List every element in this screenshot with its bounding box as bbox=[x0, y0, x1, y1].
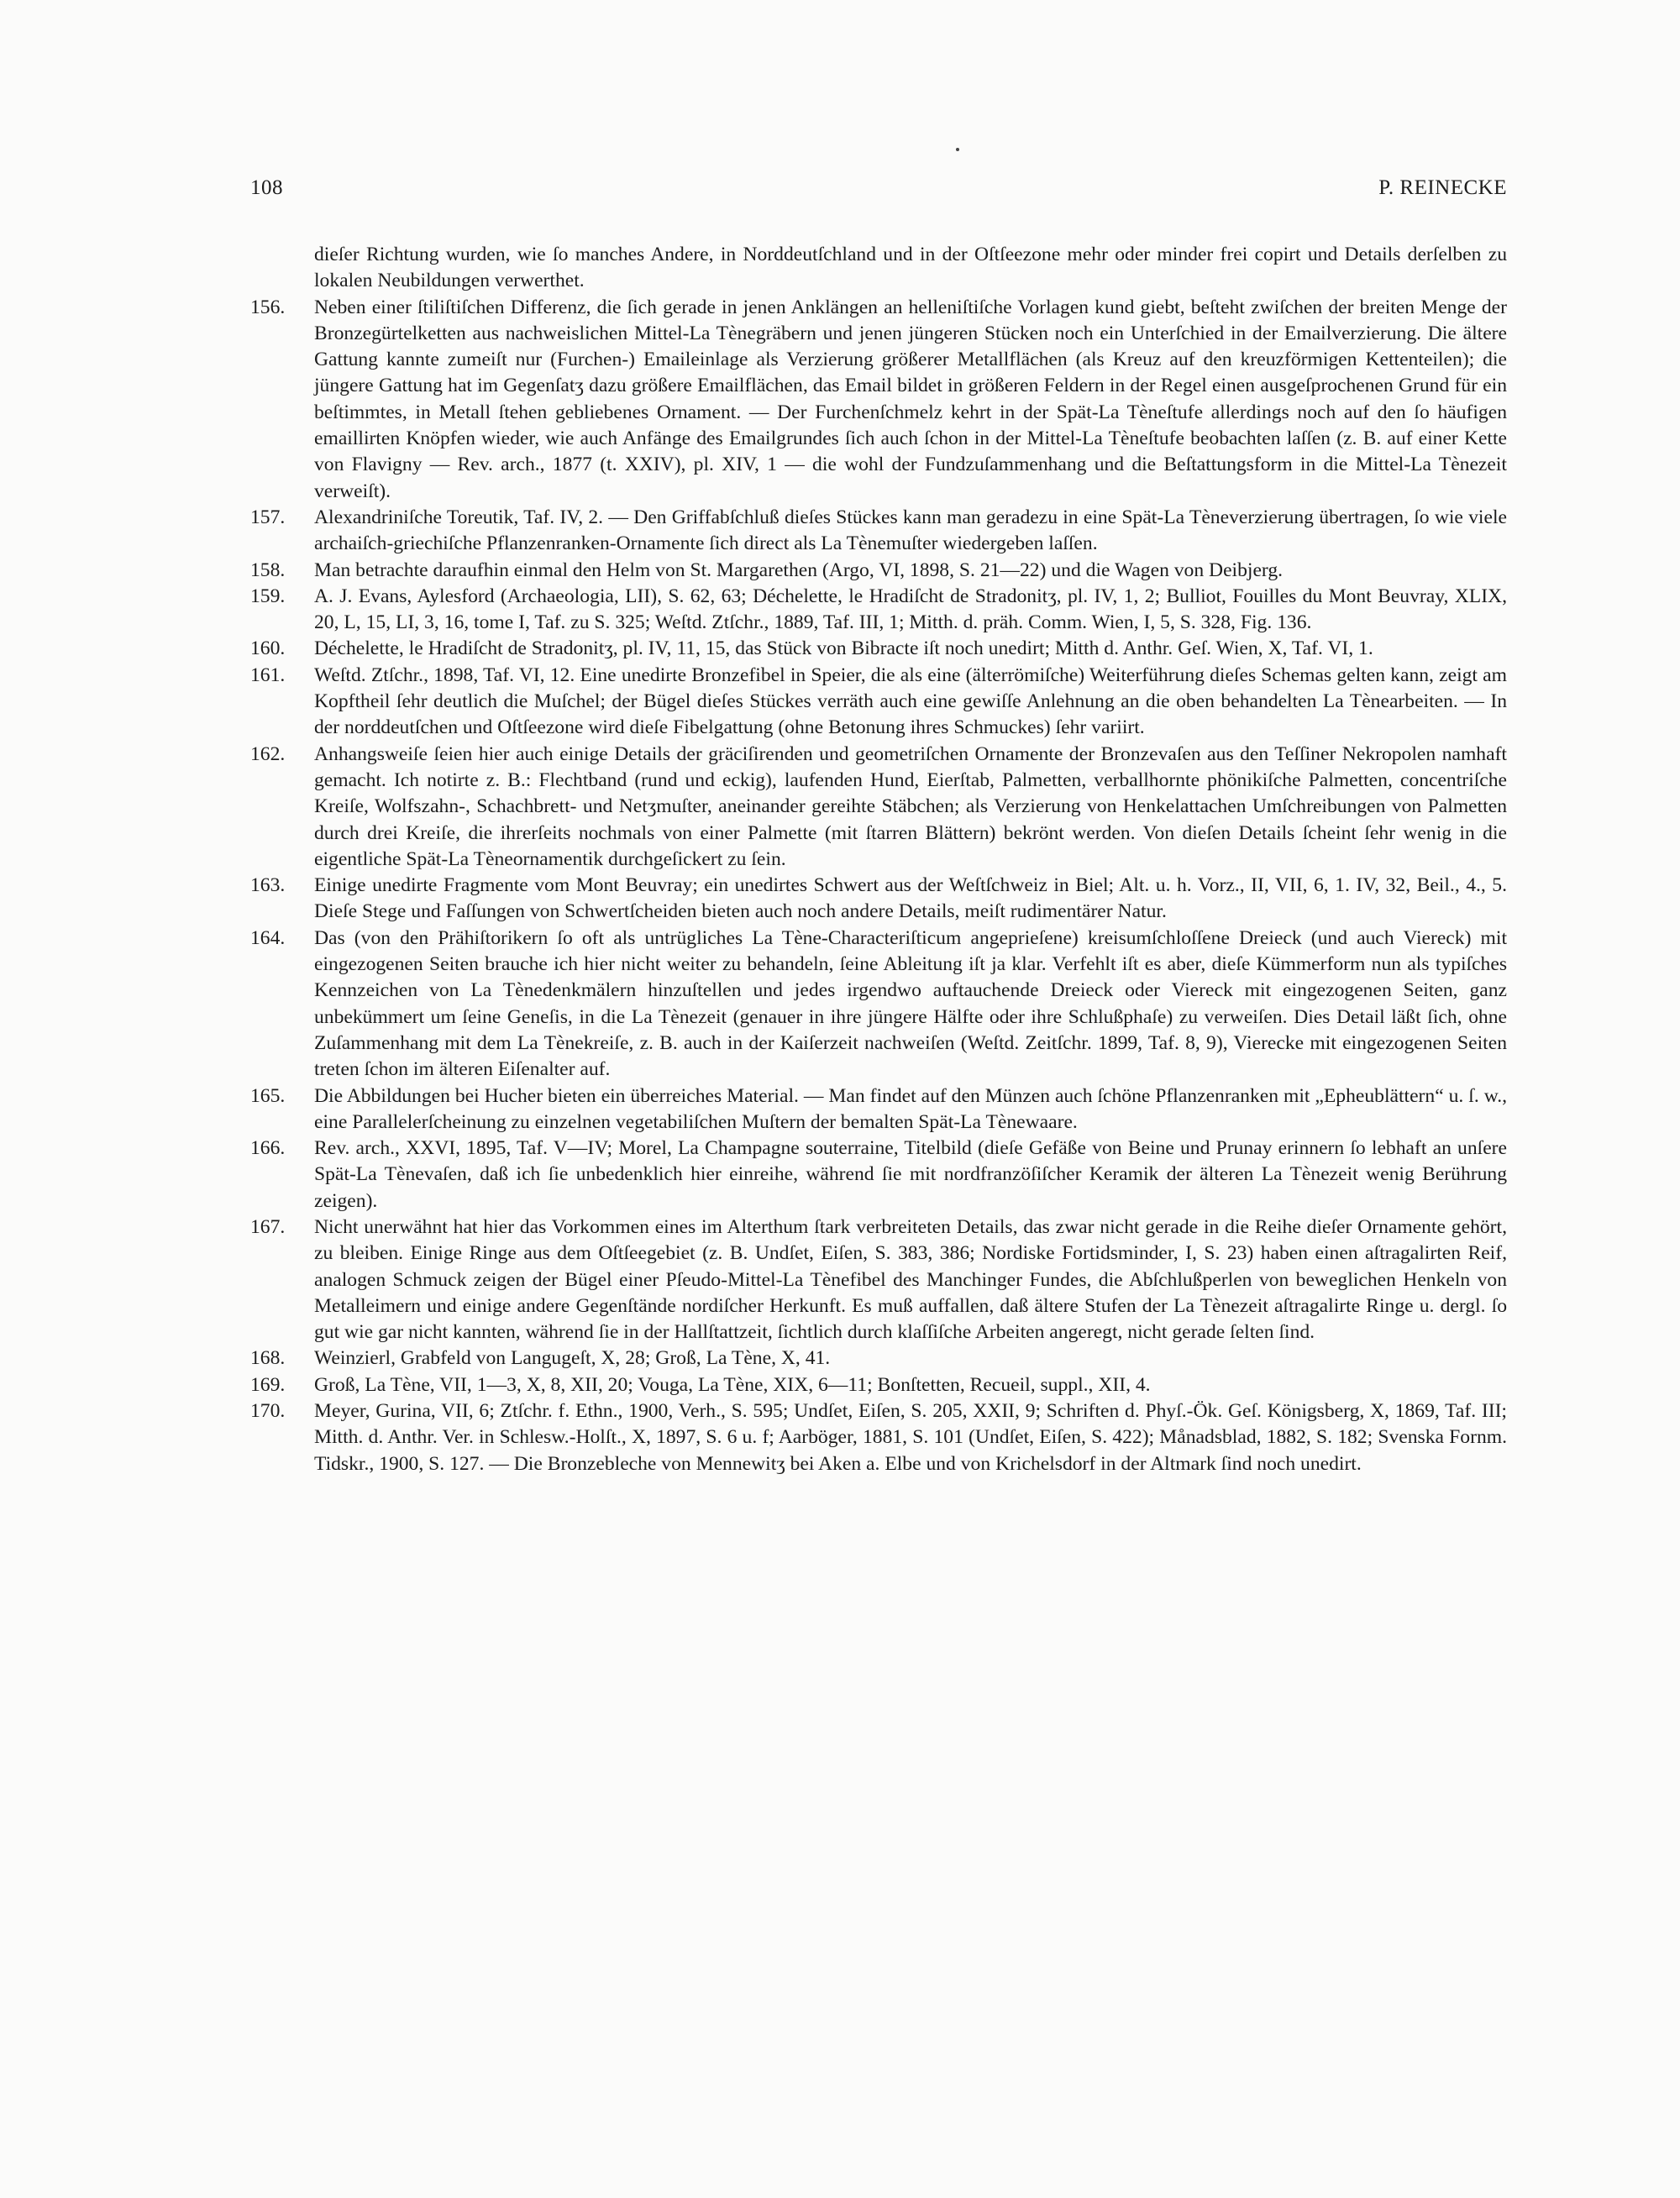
footnote-text: Groß, La Tène, VII, 1—3, X, 8, XII, 20; Vouga, La Tène, XIX, 6—11; Bonſtetten, Recueil, suppl., XII, 4. bbox=[314, 1373, 1151, 1396]
footnote-text: A. J. Evans, Aylesford (Archaeologia, LII), S. 62, 63; Déchelette, le Hradiſcht de Stradonitʒ, pl. IV, 1, 2; Bulliot, Fouilles du Mont Beuvray, XLIX, 20, L, 15, LI, 3, 16, tome I, Taf. zu S. 325; Weſtd. Ztſchr., 1889, Taf. III, 1; Mitth. d. präh. Comm. Wien, I, 5, S. 328, Fig. 136. bbox=[314, 585, 1507, 634]
page-header bbox=[250, 176, 1507, 200]
footnote-text: Alexandriniſche Toreutik, Taf. IV, 2. — Den Griffabſchluß dieſes Stückes kann man geradezu in eine Spät-La Tèneverzierung übertragen, ſo wie viele archaiſch-griechiſche Pflanzenranken-Ornamente ſich direct als La Tènemuſter wiedergeben laſſen. bbox=[314, 506, 1507, 555]
footnote-163 bbox=[250, 873, 1507, 926]
footnote-number: 161. bbox=[250, 664, 286, 686]
footnote-text: Neben einer ſtiliſtiſchen Differenz, die ſich gerade in jenen Anklängen an helleniſtiſche Vorlagen kund giebt, beſteht zwiſchen der breiten Menge der Bronzegürtelketten aus nachweislichen Mittel-La Tènegräbern und jenen jüngeren Stücken noch ein Unterſchied in der Emailverzierung. Die ältere Gattung kannte zumeiſt nur (Furchen-) Emaileinlage als Verzierung größerer Metallflächen (als Kreuz auf den kreuzförmigen Kettenteilen); die jüngere Gattung hat im Gegenſatʒ dazu größere Emailflächen, das Email bildet in größeren Feldern in der Regel einen ausgeſprochenen Grund für ein beſtimmtes, in Metall ſtehen gebliebenes Ornament. — Der Furchenſchmelz kehrt in der Spät-La Tèneſtufe allerdings noch auf den ſo häufigen emaillirten Knöpfen wieder, wie auch Anfänge des Emailgrundes ſich auch ſchon in der Mittel-La Tèneſtufe beobachten laſſen (z. B. auf einer Kette von Flavigny — Rev. arch., 1877 (t. XXIV), pl. XIV, 1 — die wohl der Fundzuſammenhang und die Beſtattungsform in die Mittel-La Tènezeit verweiſt). bbox=[314, 296, 1507, 502]
footnote-text: Déchelette, le Hradiſcht de Stradonitʒ, pl. IV, 11, 15, das Stück von Bibracte iſt noch unedirt; Mitth d. Anthr. Geſ. Wien, X, Taf. VI, 1. bbox=[314, 637, 1373, 660]
footnote-number: 164. bbox=[250, 926, 286, 949]
page-number: 108 bbox=[250, 176, 283, 199]
running-head: P. REINECKE bbox=[1378, 176, 1507, 199]
footnote-number: 170. bbox=[250, 1400, 286, 1423]
footnote-168 bbox=[250, 1346, 1507, 1372]
footnote-text: Weinzierl, Grabfeld von Langugeſt, X, 28; Groß, La Tène, X, 41. bbox=[314, 1347, 831, 1370]
footnote-159 bbox=[250, 584, 1507, 637]
footnote-170 bbox=[250, 1398, 1507, 1477]
footnote-text: Rev. arch., XXVI, 1895, Taf. V—IV; Morel, La Champagne souterraine, Titelbild (dieſe Gefäße von Beine und Prunay erinnern ſo lebhaft an unſere Spät-La Tènevaſen, daß ich ſie unbedenklich hier einreihe, während ſie mit nordfranzöſiſcher Keramik der älteren La Tènezeit wenig Berührung zeigen). bbox=[314, 1137, 1507, 1212]
footnotes-body bbox=[250, 242, 1507, 1477]
footnote-number: 168. bbox=[250, 1347, 286, 1370]
footnote-text: Einige unedirte Fragmente vom Mont Beuvray; ein unedirtes Schwert aus der Weſtſchweiz in Biel; Alt. u. h. Vorz., II, VII, 6, 1. IV, 32, Beil., 4., 5. Dieſe Stege und Faſſungen von Schwertſcheiden bieten auch noch andere Details, meiſt rudimentärer Natur. bbox=[314, 874, 1507, 923]
footnote-text: Meyer, Gurina, VII, 6; Ztſchr. f. Ethn., 1900, Verh., S. 595; Undſet, Eiſen, S. 205, XXII, 9; Schriften d. Phyſ.-Ök. Geſ. Königsberg, X, 1869, Taf. III; Mitth. d. Anthr. Ver. in Schlesw.-Holſt., X, 1897, S. 6 u. f; Aarböger, 1881, S. 101 (Undſet, Eiſen, S. 422); Månadsblad, 1882, S. 182; Svenska Fornm. Tidskr., 1900, S. 127. — Die Bronzebleche von Mennewitʒ bei Aken a. Elbe und von Krichelsdorf in der Altmark ſind noch unedirt. bbox=[314, 1400, 1507, 1475]
footnote-165 bbox=[250, 1083, 1507, 1136]
footnote-text: Weſtd. Ztſchr., 1898, Taf. VI, 12. Eine unedirte Bronzefibel in Speier, die als eine (älterrömiſche) Weiterführung dieſes Schemas gelten kann, zeigt am Kopftheil ſehr deutlich die Muſchel; der Bügel dieſes Stückes verräth auch eine gewiſſe Anlehnung an die oben behandelten La Tènearbeiten. — In der norddeutſchen und Oſtſeezone wird dieſe Fibelgattung (ohne Betonung ihres Schmuckes) ſehr variirt. bbox=[314, 664, 1507, 739]
footnote-156 bbox=[250, 295, 1507, 505]
footnote-157 bbox=[250, 505, 1507, 558]
footnote-text: Das (von den Prähiſtorikern ſo oft als untrügliches La Tène-Characteriſticum angeprieſene) kreisumſchloſſene Dreieck (und auch Viereck) mit eingezogenen Seiten brauche ich hier nicht weiter zu behandeln, ſeine Ableitung iſt ja klar. Verfehlt iſt es aber, dieſe Kümmerform nun als typiſches Kennzeichen von La Tènedenkmälern hinzuſtellen und jedes irgendwo auftauchende Dreieck oder Viereck mit eingezogenen Seiten, ganz unbekümmert um ſeine Geneſis, in die La Tènezeit (genauer in ihre jüngere Hälfte oder ihre Schlußphaſe) zu verweiſen. Dies Detail läßt ſich, ohne Zuſammenhang mit dem La Tènekreiſe, z. B. auch in der Kaiſerzeit nachweiſen (Weſtd. Zeitſchr. 1899, Taf. 8, 9), Vierecke mit eingezogenen Seiten treten ſchon im älteren Eiſenalter auf. bbox=[314, 926, 1507, 1081]
continuation-paragraph: dieſer Richtung wurden, wie ſo manches Andere, in Norddeutſchland und in der Oſtſeezone mehr oder minder frei copirt und Details derſelben zu lokalen Neubildungen verwerthet. bbox=[314, 244, 1507, 292]
footnote-number: 167. bbox=[250, 1215, 286, 1238]
footnote-161 bbox=[250, 663, 1507, 742]
footnote-number: 169. bbox=[250, 1373, 286, 1396]
footnote-text: Man betrachte daraufhin einmal den Helm von St. Margarethen (Argo, VI, 1898, S. 21—22) und die Wagen von Deibjerg. bbox=[314, 559, 1284, 581]
footnote-text: Nicht unerwähnt hat hier das Vorkommen eines im Alterthum ſtark verbreiteten Details, das zwar nicht gerade in die Reihe dieſer Ornamente gehört, zu bleiben. Einige Ringe aus dem Oſtſeegebiet (z. B. Undſet, Eiſen, S. 383, 386; Nordiske Fortidsminder, I, S. 23) haben einen aſtragalirten Reif, analogen Schmuck zeigen der Bügel einer Pſeudo-Mittel-La Tènefibel des Manchinger Fundes, die Abſchlußperlen von beweglichen Henkeln von Metalleimern und einige andere Gegenſtände nordiſcher Herkunft. Es muß auffallen, daß ältere Stufen der La Tènezeit aſtragalirte Ringe u. dergl. ſo gut wie gar nicht kannten, während ſie in der Hallſtattzeit, ſichtlich durch klaſſiſche Arbeiten angeregt, nicht gerade ſelten ſind. bbox=[314, 1215, 1507, 1344]
footnote-text: Die Abbildungen bei Hucher bieten ein überreiches Material. — Man findet auf den Münzen auch ſchöne Pflanzenranken mit „Epheublättern“ u. ſ. w., eine Parallelerſcheinung zu einzelnen vegetabiliſchen Muſtern der bemalten Spät-La Tènewaare. bbox=[314, 1084, 1507, 1133]
scan-speck bbox=[956, 148, 959, 151]
footnote-number: 165. bbox=[250, 1084, 286, 1107]
footnote-160 bbox=[250, 636, 1507, 662]
footnote-number: 162. bbox=[250, 742, 286, 765]
footnote-number: 160. bbox=[250, 637, 286, 660]
footnote-164 bbox=[250, 926, 1507, 1083]
footnote-166 bbox=[250, 1136, 1507, 1214]
footnote-162 bbox=[250, 742, 1507, 873]
footnote-169 bbox=[250, 1372, 1507, 1398]
footnote-text: Anhangsweiſe ſeien hier auch einige Details der gräciſirenden und geometriſchen Ornamente der Bronzevaſen aus den Teſſiner Nekropolen namhaft gemacht. Ich notirte z. B.: Flechtband (rund und eckig), laufenden Hund, Eierſtab, Palmetten, verballhornte phönikiſche Palmetten, concentriſche Kreiſe, Wolfszahn-, Schachbrett- und Netʒmuſter, aneinander gereihte Stäbchen; als Verzierung von Henkelattachen Umſchreibungen von Palmetten durch drei Kreiſe, die ihrerſeits nochmals von einer Palmette (mit ſtarren Blättern) bekrönt werden. Von dieſen Details ſcheint ſehr wenig in die eigentliche Spät-La Tèneornamentik durchgeſickert zu ſein. bbox=[314, 742, 1507, 870]
footnote-number: 156. bbox=[250, 296, 286, 318]
footnote-number: 158. bbox=[250, 559, 286, 581]
footnote-number: 163. bbox=[250, 874, 286, 897]
footnote-number: 157. bbox=[250, 506, 286, 528]
footnote-158 bbox=[250, 558, 1507, 584]
footnote-number: 159. bbox=[250, 585, 286, 607]
footnote-167 bbox=[250, 1214, 1507, 1346]
footnote-number: 166. bbox=[250, 1137, 286, 1160]
